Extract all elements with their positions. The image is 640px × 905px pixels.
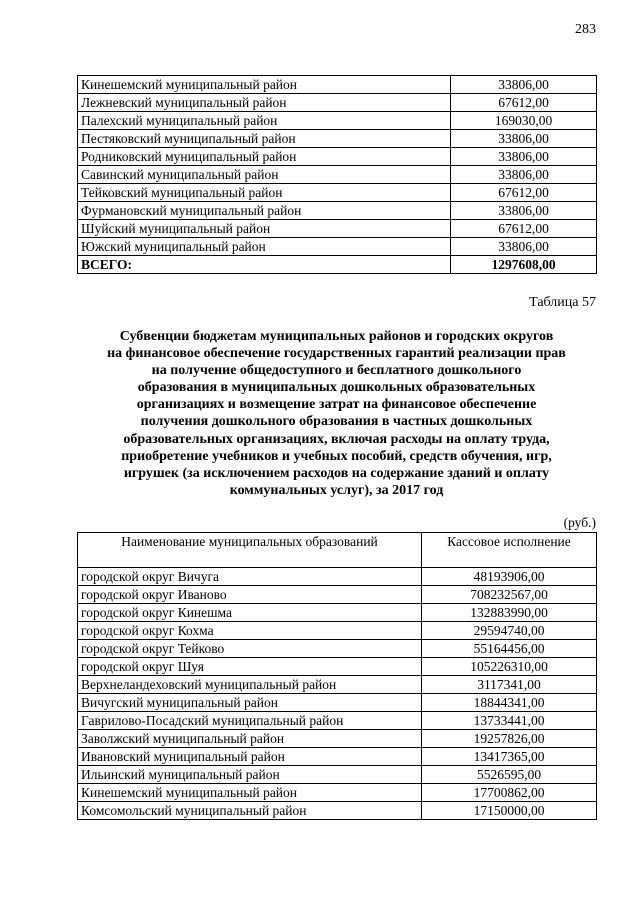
municipality-name: городской округ Вичуга [78,568,422,586]
table-row [78,220,597,238]
title-line: получения дошкольного образования в частных дошкольных [140,414,533,430]
municipality-name: Тейковский муниципальный район [78,184,451,202]
table-row [78,766,597,784]
table-row [78,568,597,586]
municipality-name: Пестяковский муниципальный район [78,130,451,148]
total-row [78,256,597,274]
municipality-name: городской округ Кинешма [78,604,422,622]
municipality-name: Шуйский муниципальный район [78,220,451,238]
municipality-name: городской округ Шуя [78,658,422,676]
amount-value: 18844341,00 [422,694,597,712]
page-number: 283 [575,22,596,37]
municipality-name: Ивановский муниципальный район [78,748,422,766]
municipality-name: Фурмановский муниципальный район [78,202,451,220]
title-line: на получение общедоступного и бесплатного дошкольного [151,363,522,379]
table-row [78,748,597,766]
municipality-name: городской округ Тейково [78,640,422,658]
table-row [78,130,597,148]
amount-value: 17150000,00 [422,802,597,820]
table-row [78,784,597,802]
municipality-name: Палехский муниципальный район [78,112,451,130]
amount-value: 13733441,00 [422,712,597,730]
table-row [78,202,597,220]
subsidy-table-continued [77,75,597,274]
table-row [78,676,597,694]
amount-value: 33806,00 [451,202,597,220]
municipality-name: городской округ Иваново [78,586,422,604]
table-row [78,76,597,94]
amount-value: 67612,00 [451,94,597,112]
header-cash-execution: Кассовое исполнение [422,533,597,568]
table-row [78,694,597,712]
municipality-name: Южский муниципальный район [78,238,451,256]
title-line: на финансовое обеспечение государственных гарантий реализации прав [107,346,566,362]
municipality-name: Гаврилово-Посадский муниципальный район [78,712,422,730]
currency-unit: (руб.) [563,515,596,530]
table-row [78,622,597,640]
municipality-name: Верхнеландеховский муниципальный район [78,676,422,694]
amount-value: 17700862,00 [422,784,597,802]
table-row [78,586,597,604]
table-row [78,712,597,730]
title-line: коммунальных услуг), за 2017 год [229,482,444,498]
amount-value: 29594740,00 [422,622,597,640]
amount-value: 169030,00 [451,112,597,130]
amount-value: 67612,00 [451,184,597,202]
amount-value: 5526595,00 [422,766,597,784]
municipality-name: Кинешемский муниципальный район [78,784,422,802]
amount-value: 132883990,00 [422,604,597,622]
amount-value: 33806,00 [451,238,597,256]
title-line: Субвенции бюджетам муниципальных районов и городских округов [119,329,554,344]
table-row [78,802,597,820]
amount-value: 105226310,00 [422,658,597,676]
table-row [78,148,597,166]
amount-value: 3117341,00 [422,676,597,694]
table-row [78,184,597,202]
table-row [78,604,597,622]
table-label: Таблица 57 [529,295,596,310]
table-row [78,640,597,658]
amount-value: 19257826,00 [422,730,597,748]
municipality-name: ВСЕГО: [78,256,451,274]
header-municipality: Наименование муниципальных образований [78,533,422,568]
municipality-name: городской округ Кохма [78,622,422,640]
amount-value: 67612,00 [451,220,597,238]
municipality-name: Ильинский муниципальный район [78,766,422,784]
municipality-name: Лежневский муниципальный район [78,94,451,112]
title-line: игрушек (за исключением расходов на содержание зданий и оплату [123,465,550,481]
municipality-name: Вичугский муниципальный район [78,694,422,712]
table-row [78,112,597,130]
amount-value: 33806,00 [451,166,597,184]
amount-value: 48193906,00 [422,568,597,586]
amount-value: 708232567,00 [422,586,597,604]
table-row [78,94,597,112]
municipality-name: Савинский муниципальный район [78,166,451,184]
title-line: образовательных организациях, включая расходы на оплату труда, [123,431,550,447]
municipality-name: Родниковский муниципальный район [78,148,451,166]
municipality-name: Комсомольский муниципальный район [78,802,422,820]
table-title [77,328,596,499]
amount-value: 33806,00 [451,130,597,148]
amount-value: 33806,00 [451,76,597,94]
amount-value: 33806,00 [451,148,597,166]
table-row [78,730,597,748]
table-row [78,166,597,184]
municipality-name: Заволжский муниципальный район [78,730,422,748]
amount-value: 13417365,00 [422,748,597,766]
table-row [78,658,597,676]
municipality-name: Кинешемский муниципальный район [78,76,451,94]
amount-value: 1297608,00 [451,256,597,274]
title-line: организациях и возмещение затрат на финансовое обеспечение [136,397,537,413]
amount-value: 55164456,00 [422,640,597,658]
table-row [78,238,597,256]
subvention-table [77,532,597,820]
title-line: приобретение учебников и учебных пособий, средств обучения, игр, [121,448,552,464]
table-header-row [78,533,597,568]
title-line: образования в муниципальных дошкольных образовательных [137,380,536,396]
